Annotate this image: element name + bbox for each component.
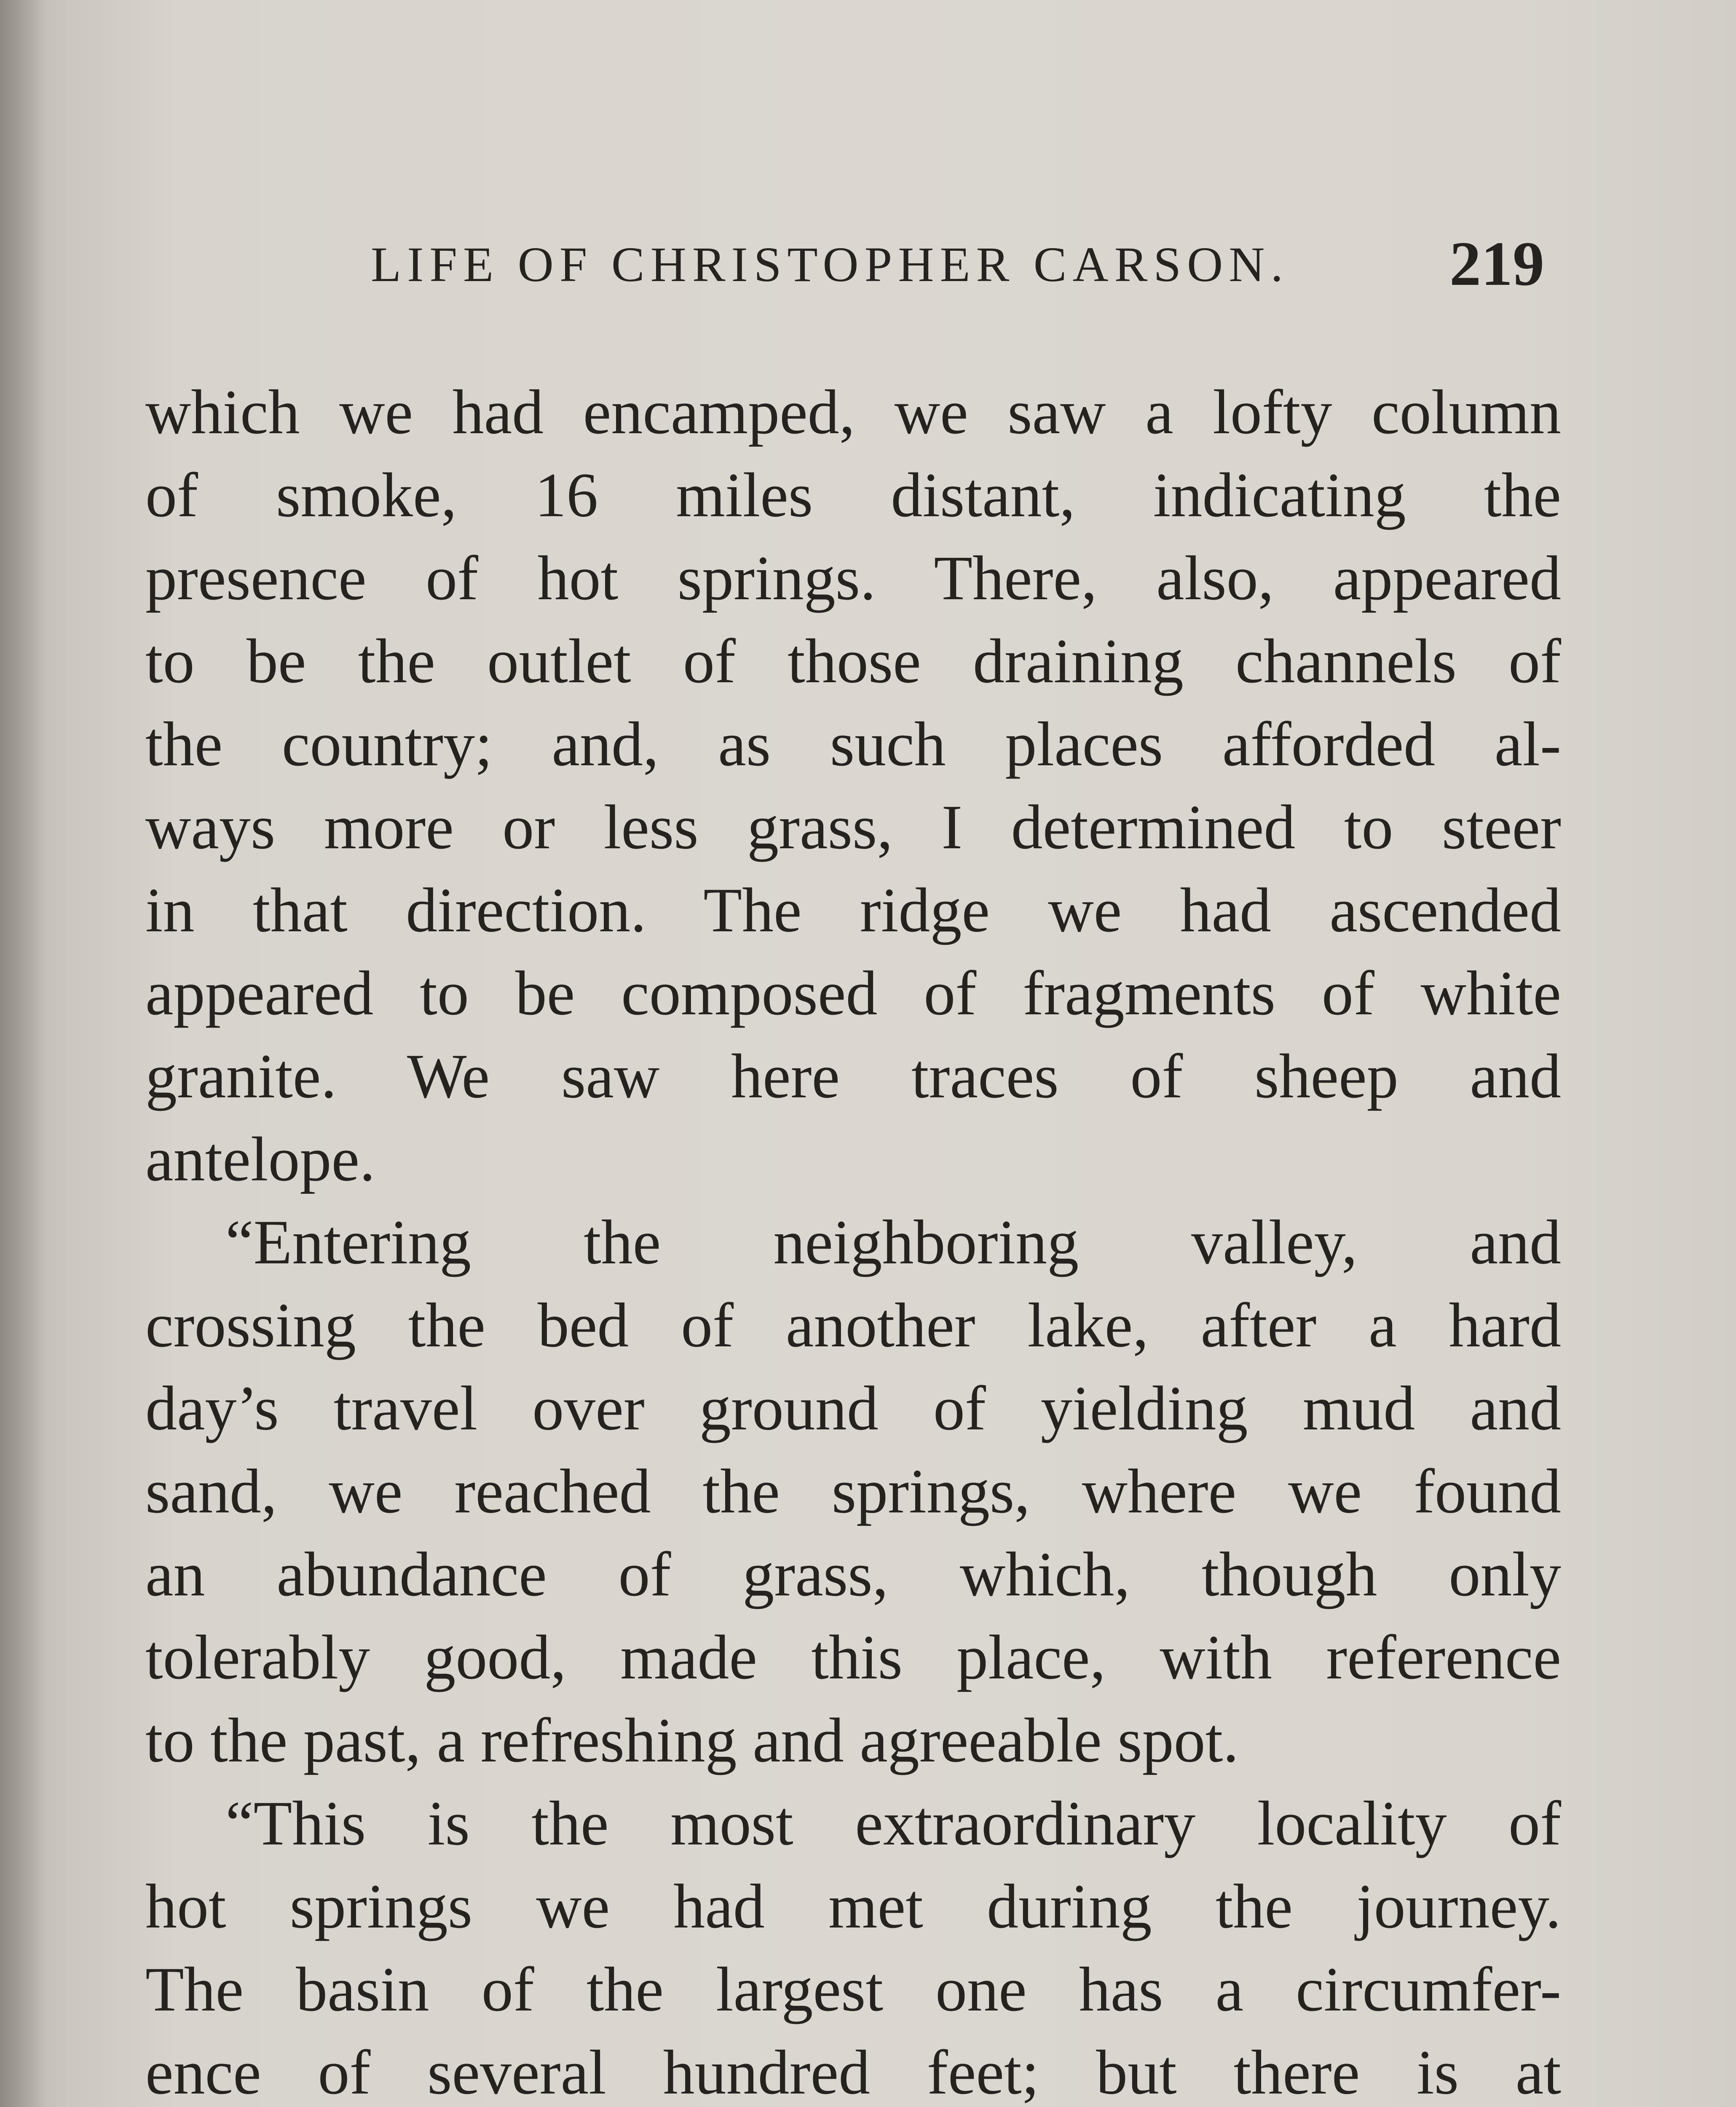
text-line: granite. We saw here traces of sheep and xyxy=(145,1041,1561,1111)
text-line: presence of hot springs. There, also, appeared xyxy=(145,543,1561,613)
page-number: 219 xyxy=(1449,229,1544,299)
text-line: tolerably good, made this place, with reference xyxy=(145,1622,1561,1692)
text-line: hot springs we had met during the journey. xyxy=(145,1871,1561,1941)
text-line: antelope. xyxy=(145,1124,375,1194)
text-line: The basin of the largest one has a circumfer- xyxy=(145,1954,1561,2024)
text-line: ence of several hundred feet; but there is at xyxy=(145,2037,1561,2107)
body-text xyxy=(145,371,1561,2107)
text-line: appeared to be composed of fragments of white xyxy=(145,958,1561,1028)
text-line: sand, we reached the springs, where we found xyxy=(145,1456,1561,1526)
text-line: which we had encamped, we saw a lofty column xyxy=(145,377,1561,447)
text-line: to the past, a refreshing and agreeable spot. xyxy=(145,1705,1239,1775)
text-line: crossing the bed of another lake, after a hard xyxy=(145,1290,1561,1360)
text-line: “This is the most extraordinary locality of xyxy=(225,1788,1561,1858)
text-line: “Entering the neighboring valley, and xyxy=(225,1207,1561,1277)
text-line: day’s travel over ground of yielding mud and xyxy=(145,1373,1561,1443)
running-title: LIFE OF CHRISTOPHER CARSON. xyxy=(371,237,1289,292)
text-line: in that direction. The ridge we had ascended xyxy=(145,875,1561,945)
text-line: to be the outlet of those draining channels of xyxy=(145,626,1561,696)
text-line: an abundance of grass, which, though only xyxy=(145,1539,1561,1609)
text-line: the country; and, as such places afforded al- xyxy=(145,709,1561,779)
text-line: of smoke, 16 miles distant, indicating the xyxy=(145,460,1561,530)
text-line: ways more or less grass, I determined to steer xyxy=(145,792,1561,862)
binding-shadow xyxy=(0,0,46,2107)
